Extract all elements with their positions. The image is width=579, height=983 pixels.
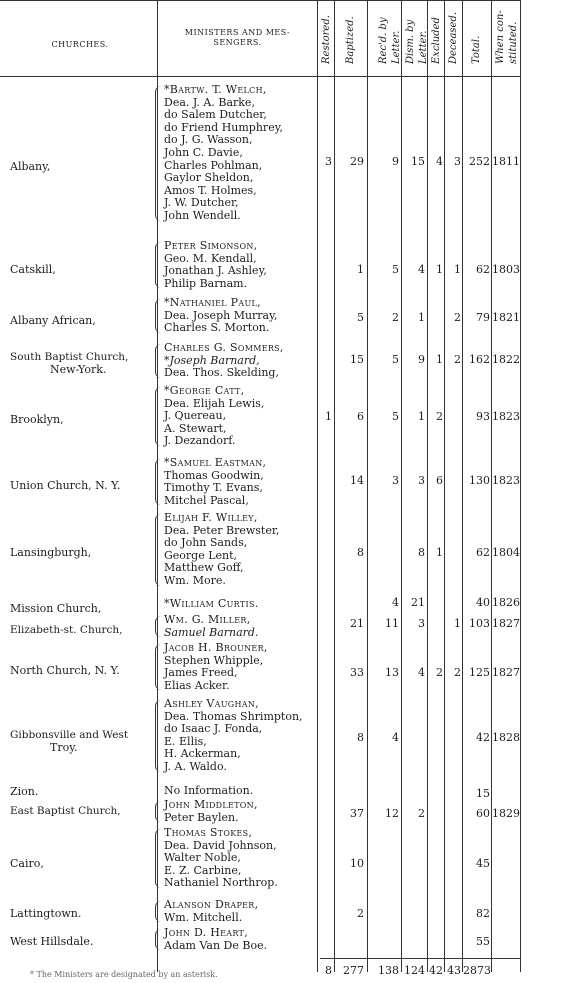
stat-excluded: 1 — [436, 546, 443, 559]
stat-when: 1811 — [492, 155, 520, 168]
stat-total: 42 — [476, 731, 490, 744]
church-name: Catskill, — [10, 263, 56, 276]
stat-total: 55 — [476, 935, 490, 948]
total-members: 2873 — [463, 964, 491, 977]
minister-name: Dea. Joseph Murray, — [164, 308, 278, 322]
minister-name: Wm. G. Miller, — [164, 613, 251, 626]
minister-name: Alanson Draper, — [164, 898, 259, 911]
ministers-group — [155, 342, 327, 380]
stat-baptized: 1 — [357, 263, 364, 276]
ministers-group — [155, 642, 327, 692]
brace-mark — [155, 299, 162, 333]
stat-total: 62 — [476, 546, 490, 559]
total-deceased: 43 — [447, 964, 461, 977]
header-baptized: Baptized. — [345, 16, 356, 64]
brace-mark — [155, 459, 162, 505]
header-restored: Restored. — [321, 15, 332, 64]
stat-excluded: 1 — [436, 263, 443, 276]
minister-name: Walter Noble, — [164, 851, 241, 865]
column-rule — [334, 0, 335, 972]
stat-deceased: 2 — [454, 311, 461, 324]
stat-baptized: 8 — [357, 546, 364, 559]
brace-mark — [155, 929, 162, 950]
minister-name: Timothy T. Evans, — [164, 481, 263, 495]
header-when-constituted: When con-stituted. — [495, 10, 519, 64]
ministers-group — [155, 698, 327, 774]
stat-total: 125 — [469, 666, 490, 679]
minister-name: H. Ackerman, — [164, 747, 241, 761]
minister-name: Thomas Goodwin, — [164, 468, 264, 482]
stat-when: 1829 — [492, 807, 520, 820]
minister-name: J. Quereau, — [164, 409, 227, 423]
stat-total: 15 — [476, 787, 490, 800]
stat-restored: 3 — [325, 155, 332, 168]
stat-baptized: 21 — [350, 617, 364, 630]
stat-recd: 11 — [385, 617, 399, 630]
minister-name: Dea. J. A. Barke, — [164, 95, 255, 109]
stat-total: 40 — [476, 596, 490, 609]
ministers-group — [155, 827, 327, 890]
brace-mark — [155, 829, 162, 888]
stat-dism: 3 — [418, 617, 425, 630]
stat-total: 79 — [476, 311, 490, 324]
brace-mark — [155, 801, 162, 822]
church-name: Lattingtown. — [10, 907, 82, 920]
ministers-group — [155, 899, 327, 924]
stat-when: 1823 — [492, 474, 520, 487]
ministers-group — [155, 385, 327, 448]
brace-mark — [155, 700, 162, 772]
stat-deceased: 3 — [454, 155, 461, 168]
stat-baptized: 15 — [350, 353, 364, 366]
minister-name: Peter Simonson, — [164, 239, 258, 252]
church-name: Zion. — [10, 785, 39, 798]
minister-name: do Friend Humphrey, — [164, 120, 283, 134]
header-dism-by-letter: Dism. by Letter. — [405, 19, 429, 64]
stat-recd: 5 — [392, 263, 399, 276]
minister-name: Nathaniel Northrop. — [164, 876, 278, 890]
minister-name: Thomas Stokes, — [164, 826, 253, 839]
stat-excluded: 2 — [436, 666, 443, 679]
header-excluded: Excluded — [431, 17, 442, 64]
church-name: Cairo, — [10, 857, 44, 870]
minister-name: Dea. Elijah Lewis, — [164, 396, 265, 410]
stat-recd: 12 — [385, 807, 399, 820]
minister-name: Charles S. Morton. — [164, 321, 270, 335]
stat-deceased: 1 — [454, 617, 461, 630]
ministers-group — [155, 84, 327, 223]
stat-when: 1826 — [492, 596, 520, 609]
minister-name: Samuel Barnard. — [164, 625, 259, 639]
minister-name: Gaylor Sheldon, — [164, 171, 254, 185]
stat-total: 82 — [476, 907, 490, 920]
minister-name: *Samuel Eastman, — [164, 456, 267, 469]
total-recd: 138 — [378, 964, 399, 977]
total-restored: 8 — [325, 964, 332, 977]
stat-excluded: 4 — [436, 155, 443, 168]
totals-rule — [320, 958, 520, 959]
stat-baptized: 14 — [350, 474, 364, 487]
column-rule — [520, 0, 521, 972]
column-rule — [427, 0, 428, 972]
brace-mark — [155, 387, 162, 446]
stat-dism: 3 — [418, 474, 425, 487]
stat-when: 1827 — [492, 617, 520, 630]
church-name: South Baptist Church, — [10, 351, 129, 363]
stat-recd: 4 — [392, 596, 399, 609]
minister-name: Elias Acker. — [164, 678, 230, 692]
minister-name: *George Catt, — [164, 384, 245, 397]
minister-name: Dea. Thomas Shrimpton, — [164, 709, 303, 723]
stat-baptized: 37 — [350, 807, 364, 820]
minister-name: John C. Davie, — [164, 145, 243, 159]
ministers-group — [155, 927, 327, 952]
minister-name: John Wendell. — [164, 208, 241, 222]
stat-dism: 1 — [418, 410, 425, 423]
stat-baptized: 2 — [357, 907, 364, 920]
minister-name: Peter Baylen. — [164, 810, 239, 824]
ministers-group — [155, 240, 327, 290]
stat-dism: 21 — [411, 596, 425, 609]
stat-excluded: 1 — [436, 353, 443, 366]
stat-total: 45 — [476, 857, 490, 870]
column-rule — [367, 0, 368, 972]
minister-name: Jonathan J. Ashley, — [164, 264, 267, 278]
column-rule — [401, 0, 402, 972]
ministers-group — [155, 512, 327, 588]
stat-total: 162 — [469, 353, 490, 366]
stat-deceased: 2 — [454, 666, 461, 679]
total-baptized: 277 — [343, 964, 364, 977]
stat-baptized: 10 — [350, 857, 364, 870]
stat-recd: 13 — [385, 666, 399, 679]
brace-mark — [155, 901, 162, 922]
brace-mark — [155, 616, 162, 637]
total-excluded: 42 — [429, 964, 443, 977]
minister-name: Dea. David Johnson, — [164, 838, 277, 852]
stat-dism: 9 — [418, 353, 425, 366]
minister-name: A. Stewart, — [164, 421, 227, 435]
church-name: North Church, N. Y. — [10, 664, 120, 677]
stat-when: 1827 — [492, 666, 520, 679]
stat-dism: 1 — [418, 311, 425, 324]
brace-mark — [155, 644, 162, 690]
stat-baptized: 5 — [357, 311, 364, 324]
stat-when: 1828 — [492, 731, 520, 744]
minister-name: J. A. Waldo. — [164, 759, 227, 773]
minister-name: Elijah F. Willey, — [164, 511, 258, 524]
minister-name: Adam Van De Boe. — [164, 938, 268, 952]
total-dism: 124 — [404, 964, 425, 977]
minister-name: E. Ellis, — [164, 734, 207, 748]
minister-name: John D. Heart, — [164, 926, 248, 939]
stat-dism: 4 — [418, 263, 425, 276]
stat-excluded: 6 — [436, 474, 443, 487]
minister-name: Wm. More. — [164, 573, 226, 587]
stat-recd: 4 — [392, 731, 399, 744]
stat-total: 93 — [476, 410, 490, 423]
stat-baptized: 33 — [350, 666, 364, 679]
church-name: Mission Church, — [10, 602, 102, 615]
stat-dism: 8 — [418, 546, 425, 559]
header-total: Total. — [471, 35, 482, 64]
minister-name: Dea. Peter Brewster, — [164, 523, 280, 537]
stat-baptized: 6 — [357, 410, 364, 423]
church-name: Lansingburgh, — [10, 546, 92, 559]
stat-deceased: 2 — [454, 353, 461, 366]
church-name-continued: New-York. — [50, 363, 107, 376]
brace-mark — [155, 86, 162, 221]
ministers-group — [155, 457, 327, 507]
stat-total: 252 — [469, 155, 490, 168]
stat-when: 1822 — [492, 353, 520, 366]
column-rule — [444, 0, 445, 972]
stat-excluded: 2 — [436, 410, 443, 423]
minister-name: John Middleton, — [164, 798, 258, 811]
stat-baptized: 29 — [350, 155, 364, 168]
ministers-group — [155, 799, 327, 824]
minister-name: Stephen Whipple, — [164, 653, 264, 667]
minister-name: Jacob H. Brouner, — [164, 641, 268, 654]
stat-recd: 5 — [392, 410, 399, 423]
minister-name: *Joseph Barnard, — [164, 353, 260, 367]
stat-when: 1803 — [492, 263, 520, 276]
minister-name: Dea. Thos. Skelding, — [164, 366, 279, 380]
header-deceased: Deceased. — [448, 11, 459, 64]
church-name: Gibbonsville and West — [10, 729, 129, 741]
stat-dism: 15 — [411, 155, 425, 168]
minister-name: Geo. M. Kendall, — [164, 251, 257, 265]
church-name: West Hillsdale. — [10, 935, 94, 948]
stat-when: 1823 — [492, 410, 520, 423]
minister-name: George Lent, — [164, 548, 238, 562]
minister-name: J. Dezandorf. — [164, 434, 236, 448]
minister-name: No Information. — [164, 784, 254, 797]
church-name: East Baptist Church, — [10, 805, 121, 817]
minister-name: Charles Pohlman, — [164, 158, 263, 172]
minister-name: James Freed, — [164, 666, 238, 680]
stat-total: 60 — [476, 807, 490, 820]
minister-name: Matthew Goff, — [164, 561, 244, 575]
minister-name: do J. G. Wasson, — [164, 133, 253, 147]
minister-name: *William Curtis. — [164, 597, 259, 610]
church-name: Brooklyn, — [10, 413, 64, 426]
church-name: Elizabeth-st. Church, — [10, 624, 123, 636]
stat-recd: 2 — [392, 311, 399, 324]
ministers-group — [155, 785, 327, 798]
brace-mark — [155, 344, 162, 378]
minister-name: Charles G. Sommers, — [164, 341, 284, 354]
minister-name: do Isaac J. Fonda, — [164, 722, 263, 736]
brace-mark — [155, 514, 162, 586]
minister-name: *Bartw. T. Welch, — [164, 83, 267, 96]
church-name: Albany, — [10, 160, 51, 173]
ministers-group — [155, 614, 327, 639]
header-recd-by-letter: Rec'd. by Letter. — [378, 17, 402, 64]
header-ministers: MINISTERS AND MES- SENGERS. — [184, 28, 291, 47]
header-top-rule — [0, 0, 520, 1]
minister-name: J. W. Dutcher, — [164, 196, 239, 210]
minister-name: *Nathaniel Paul, — [164, 296, 261, 309]
stat-restored: 1 — [325, 410, 332, 423]
stat-dism: 2 — [418, 807, 425, 820]
stat-dism: 4 — [418, 666, 425, 679]
footnote: * The Ministers are designated by an asterisk. — [30, 970, 218, 979]
stat-total: 103 — [469, 617, 490, 630]
minister-name: Amos T. Holmes, — [164, 183, 257, 197]
stat-recd: 3 — [392, 474, 399, 487]
church-name-continued: Troy. — [50, 741, 78, 754]
minister-name: Ashley Vaughan, — [164, 697, 259, 710]
header-bottom-rule — [0, 76, 520, 77]
minister-name: Wm. Mitchell. — [164, 910, 243, 924]
minister-name: Philip Barnam. — [164, 276, 248, 290]
stat-baptized: 8 — [357, 731, 364, 744]
stat-when: 1821 — [492, 311, 520, 324]
minister-name: Mitchel Pascal, — [164, 493, 249, 507]
stat-recd: 5 — [392, 353, 399, 366]
minister-name: do Salem Dutcher, — [164, 108, 267, 122]
brace-mark — [155, 242, 162, 288]
stat-recd: 9 — [392, 155, 399, 168]
church-name: Union Church, N. Y. — [10, 479, 121, 492]
minister-name: do John Sands, — [164, 536, 248, 550]
ministers-group — [155, 598, 327, 611]
stat-when: 1804 — [492, 546, 520, 559]
minister-name: E. Z. Carbine, — [164, 863, 242, 877]
header-churches: CHURCHES. — [51, 40, 109, 49]
stat-deceased: 1 — [454, 263, 461, 276]
church-name: Albany African, — [10, 314, 96, 327]
stat-total: 62 — [476, 263, 490, 276]
ministers-group — [155, 297, 327, 335]
stat-total: 130 — [469, 474, 490, 487]
